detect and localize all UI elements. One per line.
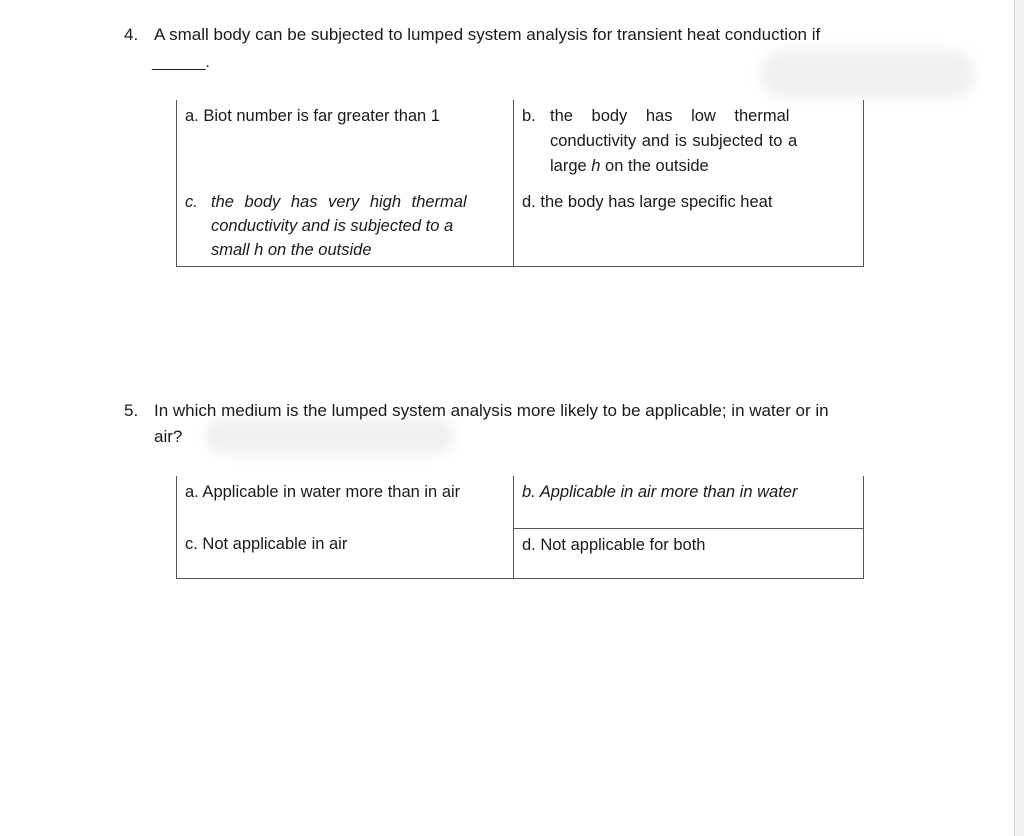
question-5 <box>124 398 829 450</box>
option-text: b. Applicable in air more than in water <box>522 483 798 501</box>
question-number: 5. <box>124 401 139 420</box>
option-a[interactable] <box>177 476 514 528</box>
option-d[interactable] <box>514 528 864 579</box>
question-4 <box>124 22 820 48</box>
option-text-line <box>550 154 797 179</box>
option-label: b. <box>522 107 536 125</box>
answer-blank: ______. <box>152 54 210 71</box>
option-text-line: small h on the outside <box>211 241 372 259</box>
question-number: 4. <box>124 25 139 44</box>
option-label: d. <box>522 193 536 211</box>
option-text: the body has large specific heat <box>540 193 773 211</box>
text-fragment: on the outside <box>600 157 709 175</box>
options-table-q4 <box>176 100 864 267</box>
option-d[interactable] <box>514 186 864 267</box>
option-text-line: the body has low thermal <box>550 107 790 125</box>
option-b[interactable] <box>514 100 864 186</box>
option-text-line: the body has very high thermal <box>211 193 467 211</box>
text-fragment: large <box>550 157 592 175</box>
question-text: A small body can be subjected to lumped system analysis for transient heat conduction if <box>154 25 821 44</box>
option-a[interactable] <box>177 100 514 186</box>
option-text-line: conductivity and is subjected to a <box>211 217 454 235</box>
option-text: c. Not applicable in air <box>185 535 348 553</box>
option-text-line: conductivity and is subjected to a <box>550 132 798 150</box>
question-text: In which medium is the lumped system analysis more likely to be applicable; in water or in <box>154 401 829 420</box>
question-text-continued: air? <box>154 427 183 446</box>
option-c[interactable] <box>177 186 514 267</box>
variable-h: h <box>591 157 601 175</box>
option-c[interactable] <box>177 528 514 579</box>
option-label: c. <box>185 193 198 211</box>
redaction-smudge <box>760 50 975 98</box>
option-text: Biot number is far greater than 1 <box>203 107 440 125</box>
option-text: d. Not applicable for both <box>522 535 706 554</box>
option-label: a. <box>185 107 199 125</box>
option-b[interactable] <box>514 476 864 528</box>
option-text: a. Applicable in water more than in air <box>185 483 461 501</box>
options-table-q5 <box>176 476 864 579</box>
